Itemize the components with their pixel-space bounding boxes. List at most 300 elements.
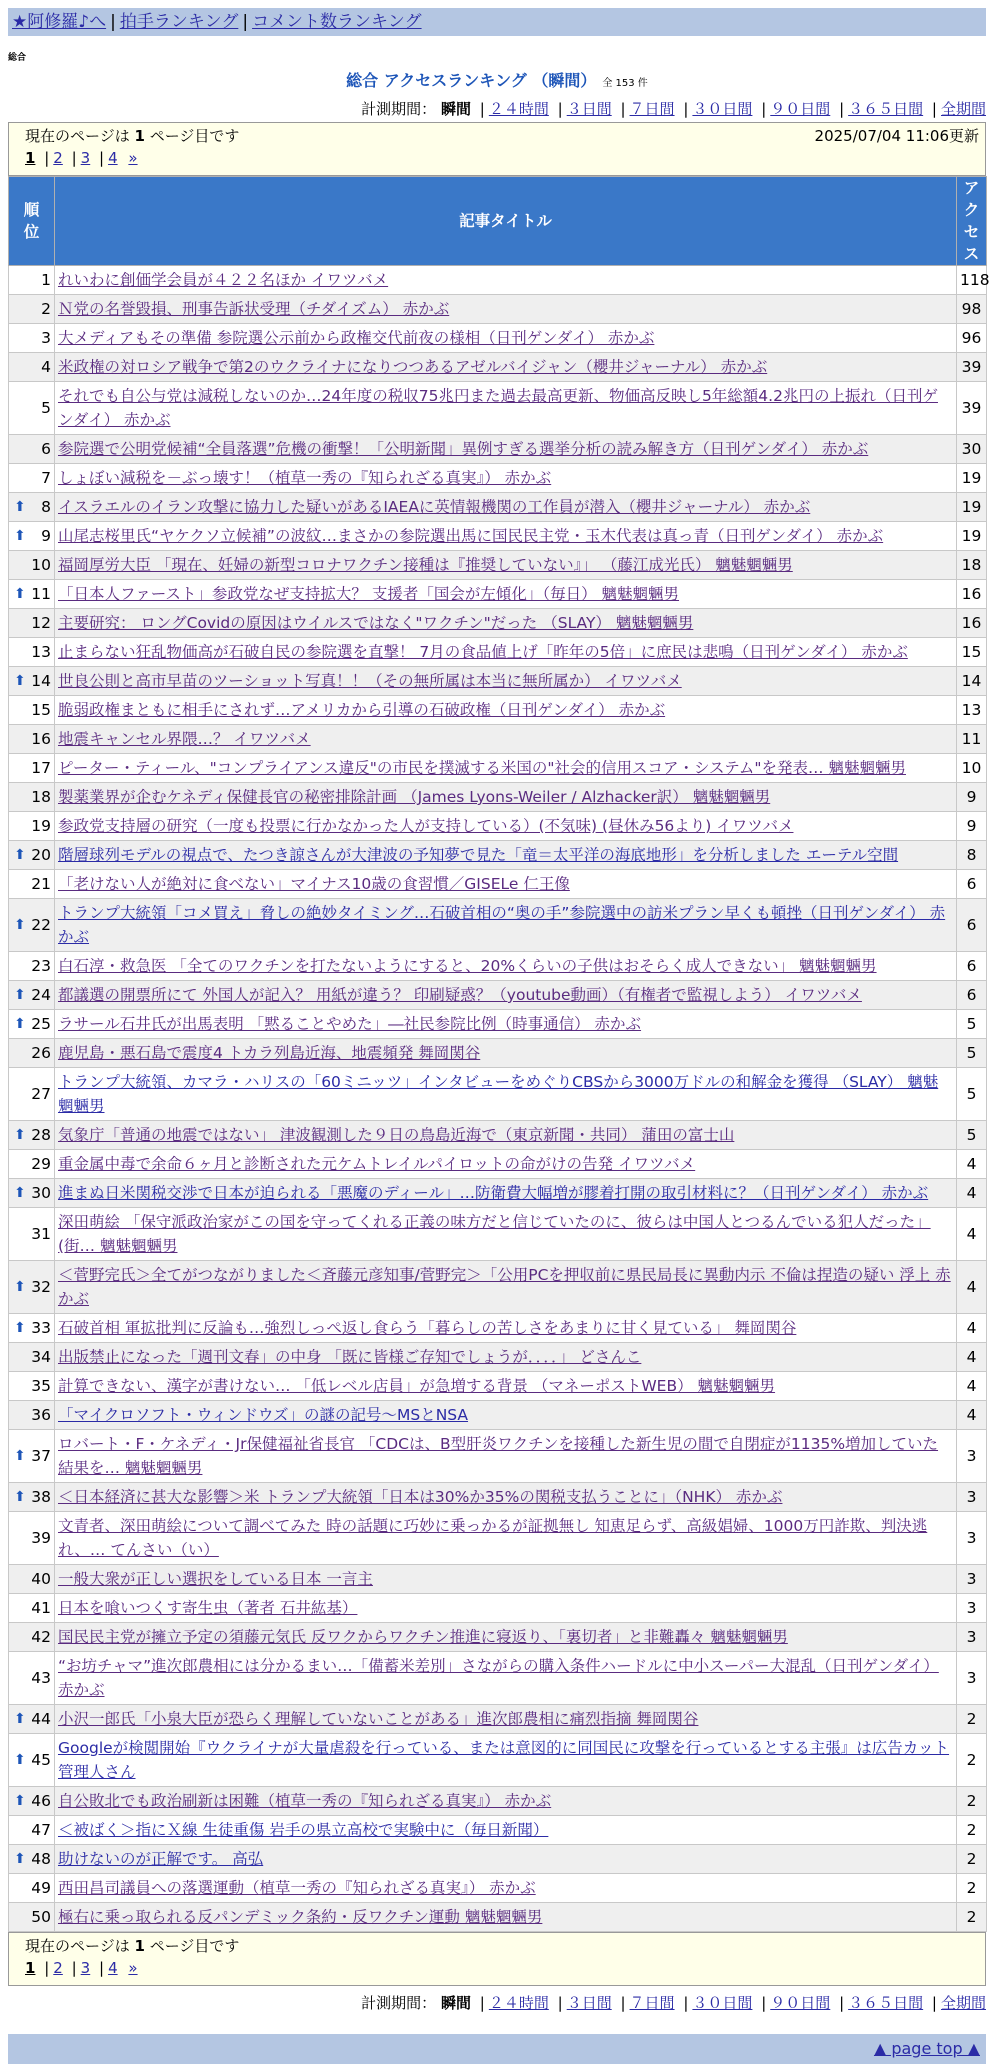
rank-cell [9, 353, 55, 382]
table-row [9, 1845, 987, 1874]
rank-cell [9, 638, 55, 667]
access-count: 2 [957, 1845, 987, 1874]
rank-cell [9, 1903, 55, 1932]
period-30d-bottom[interactable]: ３０日間 [692, 1994, 753, 2012]
up-arrow-icon: ⬆ [14, 528, 26, 544]
table-row [9, 1903, 987, 1932]
rank-number: 2 [41, 300, 51, 318]
title-cell [55, 1430, 957, 1483]
table-row [9, 435, 987, 464]
rank-number: 42 [31, 1628, 51, 1646]
rank-number: 29 [31, 1155, 51, 1173]
table-row [9, 1594, 987, 1623]
up-arrow-icon: ⬆ [14, 1489, 26, 1505]
article-link[interactable]: 「老けない人が絶対に食べない」マイナス10歳の食習慣／GISELe 仁王像 [58, 875, 570, 893]
period-90d[interactable]: ９０日間 [770, 100, 831, 118]
pager-page-2-bottom[interactable]: 2 [53, 1959, 63, 1977]
rank-number: 26 [31, 1044, 51, 1062]
article-link[interactable]: ＜菅野完氏＞全てがつながりました＜斉藤元彦知事/菅野完＞「公用PCを押収前に県民局長に異動内示 不倫は捏造の疑い 浮上 赤かぶ [58, 1266, 951, 1308]
article-link[interactable]: イスラエルのイラン攻撃に協力した疑いがあるIAEAに英情報機関の工作員が潜入（櫻井ジャーナル） 赤かぶ [58, 498, 811, 516]
title-cell [55, 1874, 957, 1903]
article-link[interactable]: 都議選の開票所にて 外国人が記入？ 用紙が違う？ 印刷疑惑？（youtube動画）（有権者で監視しよう） イワツバメ [58, 986, 862, 1004]
article-link[interactable]: 一般大衆が正しい選択をしている日本 一言主 [58, 1570, 373, 1588]
access-count: 9 [957, 812, 987, 841]
article-link[interactable]: 進まぬ日米関税交渉で日本が迫られる「悪魔のディール」…防衛費大幅増が膠着打開の取引材料に？（日刊ゲンダイ） 赤かぶ [58, 1184, 929, 1202]
rank-cell [9, 1734, 55, 1787]
title-cell [55, 522, 957, 551]
pager-page-4[interactable]: 4 [108, 149, 118, 167]
rank-number: 31 [31, 1225, 51, 1243]
table-row [9, 1623, 987, 1652]
up-arrow-icon: ⬆ [14, 499, 26, 515]
period-24h-bottom[interactable]: ２４時間 [488, 1994, 549, 2012]
access-count: 4 [957, 1343, 987, 1372]
up-arrow-icon: ⬆ [14, 1851, 26, 1867]
article-link[interactable]: 助けないのが正解です。 高弘 [58, 1850, 264, 1868]
rank-cell [9, 841, 55, 870]
rank-cell [9, 725, 55, 754]
rank-number: 23 [31, 957, 51, 975]
access-count: 3 [957, 1430, 987, 1483]
rank-number: 24 [31, 986, 51, 1004]
title-cell [55, 353, 957, 382]
table-row [9, 870, 987, 899]
title-header: 記事タイトル [55, 177, 957, 266]
period-7d[interactable]: ７日間 [629, 100, 675, 118]
article-link[interactable]: 脆弱政権まともに相手にされず…アメリカから引導の石破政権（日刊ゲンダイ） 赤かぶ [58, 701, 666, 719]
rank-cell [9, 266, 55, 295]
article-link[interactable]: 階層球列モデルの視点で、たつき諒さんが大津波の予知夢で見た「竜＝太平洋の海底地形」を分析しました エーテル空間 [58, 846, 899, 864]
period-90d-bottom[interactable]: ９０日間 [770, 1994, 831, 2012]
pager-current: 1 [25, 149, 36, 167]
rank-number: 33 [31, 1319, 51, 1337]
title-cell [55, 1401, 957, 1430]
title-cell [55, 1565, 957, 1594]
period-24h[interactable]: ２４時間 [488, 100, 549, 118]
title-cell [55, 1372, 957, 1401]
rank-number: 43 [31, 1669, 51, 1687]
article-link[interactable]: 「日本人ファースト」参政党なぜ支持拡大？ 支援者「国会が左傾化」（毎日） 魑魅魍魎男 [58, 585, 680, 603]
home-link[interactable]: ★阿修羅♪へ [12, 12, 107, 32]
title-cell [55, 1623, 957, 1652]
article-link[interactable]: 極右に乗っ取られる反パンデミック条約・反ワクチン運動 魑魅魍魎男 [58, 1908, 543, 1926]
article-link[interactable]: 鹿児島・悪石島で震度4 トカラ列島近海、地震頻発 舞岡関谷 [58, 1044, 481, 1062]
pager-page-2[interactable]: 2 [53, 149, 63, 167]
table-row [9, 1039, 987, 1068]
article-link[interactable]: 自公敗北でも政治刷新は困難（植草一秀の『知られざる真実』） 赤かぶ [58, 1792, 552, 1810]
rank-number: 10 [31, 556, 51, 574]
article-link[interactable]: れいわに創価学会員が４２２名ほか イワツバメ [58, 271, 389, 289]
table-row [9, 1150, 987, 1179]
access-count: 19 [957, 522, 987, 551]
article-link[interactable]: 計算できない、漢字が書けない… 「低レベル店員」が急増する背景 （マネーポストWEB） 魑魅魍魎男 [58, 1377, 776, 1395]
rank-cell [9, 783, 55, 812]
title-cell [55, 1068, 957, 1121]
title-cell [55, 667, 957, 696]
title-cell [55, 1010, 957, 1039]
up-arrow-icon: ⬆ [14, 1320, 26, 1336]
access-count: 3 [957, 1623, 987, 1652]
article-link[interactable]: ピーター・ティール、"コンプライアンス違反"の市民を撲滅する米国の"社会的信用スコア・システム"を発表… 魑魅魍魎男 [58, 759, 906, 777]
table-row [9, 1208, 987, 1261]
clap-ranking-link[interactable]: 拍手ランキング [119, 12, 239, 32]
period-all[interactable]: 全期間 [940, 100, 986, 118]
rank-cell [9, 1512, 55, 1565]
access-count: 3 [957, 1483, 987, 1512]
rank-cell [9, 1039, 55, 1068]
article-link[interactable]: 山尾志桜里氏“ヤケクソ立候補”の波紋…まさかの参院選出馬に国民民主党・玉木代表は真っ青（日刊ゲンダイ） 赤かぶ [58, 527, 884, 545]
rank-cell [9, 1623, 55, 1652]
title-cell [55, 609, 957, 638]
title-cell [55, 1705, 957, 1734]
table-row [9, 1179, 987, 1208]
article-link[interactable]: 地震キャンセル界隈…？ イワツバメ [58, 730, 311, 748]
period-3d-bottom[interactable]: ３日間 [566, 1994, 612, 2012]
rank-number: 12 [31, 614, 51, 632]
access-count: 16 [957, 609, 987, 638]
period-all-bottom[interactable]: 全期間 [940, 1994, 986, 2012]
table-row [9, 696, 987, 725]
article-link[interactable]: 主要研究： ロングCovidの原因はウイルスではなく"ワクチン"だった （SLAY） 魑魅魍魎男 [58, 614, 694, 632]
access-count: 2 [957, 1903, 987, 1932]
article-link[interactable]: ＜被ばく＞指にＸ線 生徒重傷 岩手の県立高校で実験中に（毎日新聞） [58, 1821, 549, 1839]
page-top-link[interactable]: ▲ page top ▲ [873, 2039, 980, 2058]
article-link[interactable]: Ｎ党の名誉毀損、刑事告訴状受理（チダイズム） 赤かぶ [58, 300, 450, 318]
rank-number: 37 [31, 1447, 51, 1465]
title-cell [55, 382, 957, 435]
rank-cell [9, 580, 55, 609]
table-row [9, 493, 987, 522]
access-count: 118 [957, 266, 987, 295]
table-row [9, 1565, 987, 1594]
up-arrow-icon: ⬆ [14, 987, 26, 1003]
table-row [9, 1734, 987, 1787]
article-link[interactable]: 白石淳・救急医 「全てのワクチンを打たないようにすると、20%くらいの子供はおそらく成人できない」 魑魅魍魎男 [58, 957, 877, 975]
access-count: 4 [957, 1314, 987, 1343]
table-row [9, 580, 987, 609]
access-count: 13 [957, 696, 987, 725]
page-title-line [0, 70, 994, 92]
table-row [9, 1816, 987, 1845]
article-link[interactable]: 石破首相 軍拡批判に反論も…強烈しっぺ返し食らう「暮らしの苦しさをあまりに甘く見ている」 舞岡関谷 [58, 1319, 797, 1337]
title-cell [55, 812, 957, 841]
title-cell [55, 266, 957, 295]
title-cell [55, 324, 957, 353]
access-count: 4 [957, 1401, 987, 1430]
access-count: 96 [957, 324, 987, 353]
table-row [9, 667, 987, 696]
pager-next[interactable]: » [128, 149, 138, 167]
rank-number: 15 [31, 701, 51, 719]
rank-header: 順位 [9, 177, 55, 266]
title-cell [55, 899, 957, 952]
table-row [9, 812, 987, 841]
article-link[interactable]: 気象庁「普通の地震ではない」 津波観測した９日の鳥島近海で（東京新聞・共同） 蒲田の富士山 [58, 1126, 735, 1144]
rank-cell [9, 493, 55, 522]
rank-cell [9, 754, 55, 783]
rank-cell [9, 551, 55, 580]
title-cell [55, 1734, 957, 1787]
article-link[interactable]: 参政党支持層の研究（一度も投票に行かなかった人が支持している）(不気味) (昼休み56より) イワツバメ [58, 817, 794, 835]
rank-cell [9, 1010, 55, 1039]
table-row [9, 353, 987, 382]
access-count: 6 [957, 981, 987, 1010]
article-link[interactable]: Googleが検閲開始『ウクライナが大量虐殺を行っている、または意図的に同国民に攻撃を行っているとする主張』は広告カット 管理人さん [58, 1739, 950, 1781]
footer-bar [8, 2034, 986, 2064]
access-count: 6 [957, 952, 987, 981]
rank-cell [9, 295, 55, 324]
rank-cell [9, 1705, 55, 1734]
title-cell [55, 493, 957, 522]
rank-number: 13 [31, 643, 51, 661]
rank-number: 38 [31, 1488, 51, 1506]
rank-number: 27 [31, 1085, 51, 1103]
period-365d[interactable]: ３６５日間 [848, 100, 924, 118]
rank-cell [9, 1565, 55, 1594]
title-cell [55, 952, 957, 981]
rank-cell [9, 1261, 55, 1314]
access-count: 5 [957, 1068, 987, 1121]
table-row [9, 609, 987, 638]
total-count: 全 153 件 [602, 78, 648, 89]
table-row [9, 1401, 987, 1430]
title-cell [55, 1903, 957, 1932]
rank-cell [9, 1150, 55, 1179]
ranking-table [8, 176, 990, 1932]
rank-number: 5 [41, 399, 51, 417]
title-cell [55, 841, 957, 870]
period-3d[interactable]: ３日間 [566, 100, 612, 118]
table-row [9, 1512, 987, 1565]
access-header: アクセス [957, 177, 987, 266]
rank-cell [9, 1594, 55, 1623]
up-arrow-icon: ⬆ [14, 847, 26, 863]
rank-cell [9, 1874, 55, 1903]
rank-number: 39 [31, 1529, 51, 1547]
rank-number: 4 [41, 358, 51, 376]
article-link[interactable]: 世良公則と高市早苗のツーショット写真！！（その無所属は本当に無所属か） イワツバメ [58, 672, 682, 690]
category-label: 総合 [8, 53, 27, 63]
title-cell [55, 870, 957, 899]
rank-number: 6 [41, 440, 51, 458]
rank-cell [9, 981, 55, 1010]
table-row [9, 522, 987, 551]
pagination-box-bottom [8, 1932, 986, 1986]
rank-number: 25 [31, 1015, 51, 1033]
pager-page-3-bottom[interactable]: 3 [80, 1959, 91, 1977]
rank-cell [9, 1179, 55, 1208]
access-count: 4 [957, 1179, 987, 1208]
rank-cell [9, 1430, 55, 1483]
access-count: 3 [957, 1594, 987, 1623]
title-cell [55, 1343, 957, 1372]
rank-cell [9, 1787, 55, 1816]
article-link[interactable]: トランプ大統領「コメ買え」脅しの絶妙タイミング…石破首相の“奥の手”参院選中の訪米プラン早くも頓挫（日刊ゲンダイ） 赤かぶ [58, 904, 946, 946]
rank-number: 21 [31, 875, 51, 893]
rank-number: 28 [31, 1126, 51, 1144]
current-page-text-bottom: 現在のページは 1 ページ目です [25, 1937, 240, 1955]
table-row [9, 1787, 987, 1816]
article-link[interactable]: 「マイクロソフト・ウィンドウズ」の謎の記号〜MSとNSA [58, 1406, 469, 1424]
access-count: 39 [957, 353, 987, 382]
table-row [9, 725, 987, 754]
rank-number: 50 [31, 1908, 51, 1926]
article-link[interactable]: 日本を喰いつくす寄生虫（著者 石井紘基） [58, 1599, 358, 1617]
article-link[interactable]: 小沢一郎氏「小泉大臣が恐らく理解していないことがある」進次郎農相に痛烈指摘 舞岡関谷 [58, 1710, 699, 1728]
article-link[interactable]: “お坊チャマ”進次郎農相には分かるまい…「備蓄米差別」さながらの購入条件ハードルに中小スーパー大混乱（日刊ゲンダイ） 赤かぶ [58, 1657, 939, 1699]
up-arrow-icon: ⬆ [14, 673, 26, 689]
table-row [9, 1705, 987, 1734]
rank-number: 20 [31, 846, 51, 864]
title-cell [55, 638, 957, 667]
title-cell [55, 1816, 957, 1845]
rank-number: 48 [31, 1850, 51, 1868]
up-arrow-icon: ⬆ [14, 1016, 26, 1032]
access-count: 6 [957, 899, 987, 952]
rank-cell [9, 1121, 55, 1150]
table-row [9, 1372, 987, 1401]
rank-number: 36 [31, 1406, 51, 1424]
title-cell [55, 1150, 957, 1179]
rank-cell [9, 952, 55, 981]
rank-cell [9, 1845, 55, 1874]
article-link[interactable]: 文青者、深田萌絵について調べてみた 時の話題に巧妙に乗っかるが証拠無し 知恵足らず、高級娼婦、1000万円詐欺、判決逃れ、… てんさい（い） [58, 1517, 928, 1559]
article-link[interactable]: 出版禁止になった「週刊文春」の中身 「既に皆様ご存知でしょうが．．．．」 どさんこ [58, 1348, 642, 1366]
access-count: 5 [957, 1010, 987, 1039]
title-cell [55, 1594, 957, 1623]
article-link[interactable]: 製薬業界が企むケネディ保健長官の秘密排除計画 （James Lyons-Weiler / Alzhacker訳） 魑魅魍魎男 [58, 788, 771, 806]
rank-number: 14 [31, 672, 51, 690]
access-count: 4 [957, 1372, 987, 1401]
rank-number: 46 [31, 1792, 51, 1810]
access-count: 4 [957, 1208, 987, 1261]
rank-number: 30 [31, 1184, 51, 1202]
rank-cell [9, 324, 55, 353]
access-count: 5 [957, 1121, 987, 1150]
rank-number: 47 [31, 1821, 51, 1839]
rank-number: 49 [31, 1879, 51, 1897]
period-label: 計測期間： [361, 100, 437, 118]
rank-number: 45 [31, 1751, 51, 1769]
table-row [9, 1343, 987, 1372]
updated-timestamp: 2025/07/04 11:06更新 [814, 127, 979, 145]
access-count: 11 [957, 725, 987, 754]
table-row [9, 1874, 987, 1903]
pager-page-4-bottom[interactable]: 4 [108, 1959, 118, 1977]
period-365d-bottom[interactable]: ３６５日間 [848, 1994, 924, 2012]
pager-next-bottom[interactable]: » [128, 1959, 138, 1977]
table-row [9, 1430, 987, 1483]
rank-cell [9, 1343, 55, 1372]
up-arrow-icon: ⬆ [14, 586, 26, 602]
title-cell [55, 551, 957, 580]
rank-cell [9, 1314, 55, 1343]
period-7d-bottom[interactable]: ７日間 [629, 1994, 675, 2012]
up-arrow-icon: ⬆ [14, 1279, 26, 1295]
title-cell [55, 435, 957, 464]
article-link[interactable]: 深田萌絵 「保守派政治家がこの国を守ってくれる正義の味方だと信じていたのに、彼らは中国人とつるんでいる犯人だった」(街… 魑魅魍魎男 [58, 1213, 931, 1255]
title-cell [55, 1208, 957, 1261]
rank-number: 40 [31, 1570, 51, 1588]
rank-number: 7 [41, 469, 51, 487]
rank-number: 1 [41, 271, 51, 289]
access-count: 14 [957, 667, 987, 696]
rank-cell [9, 696, 55, 725]
pager-current-bottom: 1 [25, 1959, 36, 1977]
up-arrow-icon: ⬆ [14, 1793, 26, 1809]
rank-cell [9, 899, 55, 952]
rank-cell [9, 667, 55, 696]
article-link[interactable]: 参院選で公明党候補“全員落選”危機の衝撃！「公明新聞」異例すぎる選挙分析の読み解き方（日刊ゲンダイ） 赤かぶ [58, 440, 869, 458]
article-link[interactable]: 福岡厚労大臣 「現在、妊婦の新型コロナワクチン接種は『推奨していない』」 （藤江成光氏） 魑魅魍魎男 [58, 556, 793, 574]
access-count: 98 [957, 295, 987, 324]
article-link[interactable]: 西田昌司議員への落選運動（植草一秀の『知られざる真実』） 赤かぶ [58, 1879, 536, 1897]
rank-number: 3 [41, 329, 51, 347]
rank-number: 32 [31, 1278, 51, 1296]
article-link[interactable]: ロバート・F・ケネディ・Jr保健福祉省長官 「CDCは、B型肝炎ワクチンを接種した新生児の間で自閉症が1135%増加していた結果を… 魑魅魍魎男 [58, 1435, 939, 1477]
access-count: 19 [957, 464, 987, 493]
title-cell [55, 1787, 957, 1816]
pager-page-3[interactable]: 3 [80, 149, 91, 167]
period-selector: 計測期間： 瞬間 | ２４時間 | ３日間 | ７日間 | ３０日間 | ９０日間 | ３６５日間 | 全期間 [361, 100, 986, 118]
article-link[interactable]: しょぼい減税を－ぶっ壊す！（植草一秀の『知られざる真実』） 赤かぶ [58, 469, 552, 487]
title-cell [55, 295, 957, 324]
article-link[interactable]: 国民民主党が擁立予定の須藤元気氏 反ワクからワクチン推進に寝返り、「裏切者」と非難轟々 魑魅魍魎男 [58, 1628, 788, 1646]
table-row [9, 1010, 987, 1039]
access-count: 2 [957, 1874, 987, 1903]
table-row [9, 899, 987, 952]
table-row [9, 464, 987, 493]
access-count: 15 [957, 638, 987, 667]
article-link[interactable]: トランプ大統領、カマラ・ハリスの「60ミニッツ」インタビューをめぐりCBSから3000万ドルの和解金を獲得 （SLAY） 魑魅魍魎男 [58, 1073, 939, 1115]
up-arrow-icon: ⬆ [14, 1185, 26, 1201]
title-cell [55, 754, 957, 783]
up-arrow-icon: ⬆ [14, 1127, 26, 1143]
comment-ranking-link[interactable]: コメント数ランキング [252, 12, 422, 32]
title-cell [55, 1179, 957, 1208]
access-count: 2 [957, 1705, 987, 1734]
rank-cell [9, 1372, 55, 1401]
article-link[interactable]: ＜日本経済に甚大な影響＞米 トランプ大統領「日本は30%か35%の関税支払うことに」（NHK） 赤かぶ [58, 1488, 783, 1506]
period-30d[interactable]: ３０日間 [692, 100, 753, 118]
table-row [9, 324, 987, 353]
table-row [9, 1068, 987, 1121]
article-link[interactable]: 重金属中毒で余命６ヶ月と診断された元ケムトレイルパイロットの命がけの告発 イワツバメ [58, 1155, 696, 1173]
article-link[interactable]: 大メディアもその準備 参院選公示前から政権交代前夜の様相（日刊ゲンダイ） 赤かぶ [58, 329, 655, 347]
article-link[interactable]: ラサール石井氏が出馬表明 「黙ることやめた」―社民参院比例（時事通信） 赤かぶ [58, 1015, 642, 1033]
up-arrow-icon: ⬆ [14, 917, 26, 933]
article-link[interactable]: 米政権の対ロシア戦争で第2のウクライナになりつつあるアゼルバイジャン（櫻井ジャーナル） 赤かぶ [58, 358, 768, 376]
pager-bottom: 1 | 2 | 3 | 4 » [25, 1959, 138, 1977]
access-count: 2 [957, 1787, 987, 1816]
table-row [9, 295, 987, 324]
access-count: 5 [957, 1039, 987, 1068]
table-row [9, 841, 987, 870]
access-count: 8 [957, 841, 987, 870]
access-count: 3 [957, 1565, 987, 1594]
pagination-box-top [8, 122, 986, 176]
rank-number: 11 [31, 585, 51, 603]
rank-number: 9 [41, 527, 51, 545]
rank-cell [9, 382, 55, 435]
rank-number: 34 [31, 1348, 51, 1366]
rank-cell [9, 464, 55, 493]
rank-cell [9, 609, 55, 638]
up-arrow-icon: ⬆ [14, 1448, 26, 1464]
access-count: 6 [957, 870, 987, 899]
article-link[interactable]: それでも自公与党は減税しないのか…24年度の税収75兆円また過去最高更新、物価高反映し5年総額4.2兆円の上振れ（日刊ゲンダイ） 赤かぶ [58, 387, 938, 429]
article-link[interactable]: 止まらない狂乱物価高が石破自民の参院選を直撃！ 7月の食品値上げ「昨年の5倍」に庶民は悲鳴（日刊ゲンダイ） 赤かぶ [58, 643, 908, 661]
